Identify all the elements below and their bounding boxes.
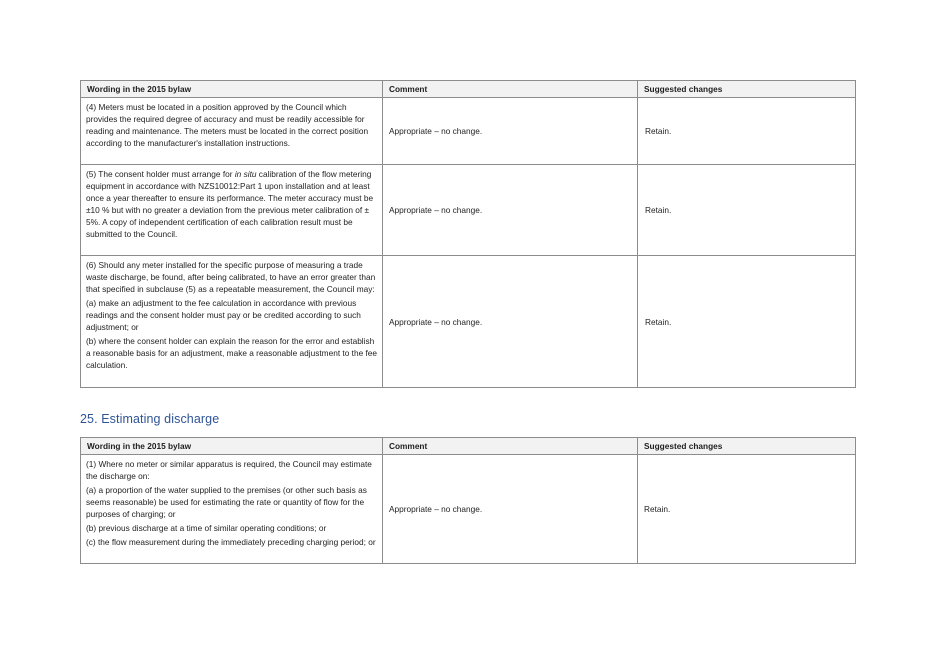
suggested-cell: Retain. [638, 98, 856, 165]
section-heading: 25. Estimating discharge [80, 412, 220, 426]
emphasis-text: in situ [234, 169, 257, 179]
comment-cell: Appropriate – no change. [383, 256, 638, 388]
table-header-row [81, 438, 856, 455]
column-header-wording: Wording in the 2015 bylaw [81, 81, 383, 98]
bylaw-table-meters [80, 80, 856, 388]
wording-paragraph: (c) the flow measurement during the immediately preceding charging period; or [86, 537, 376, 547]
wording-paragraph: (b) previous discharge at a time of similar operating conditions; or [86, 523, 327, 533]
wording-cell [81, 256, 383, 388]
column-header-comment: Comment [383, 81, 638, 98]
comment-cell: Appropriate – no change. [383, 165, 638, 256]
wording-paragraph: (a) a proportion of the water supplied to the premises (or other such basis as seems reasonable) be used for estimating the rate or quantity of flow for the purposes of charging; or [86, 485, 367, 519]
suggested-cell: Retain. [638, 256, 856, 388]
wording-paragraph: (5) The consent holder must arrange for in situ calibration of the flow metering equipment in accordance with NZS10012:Part 1 upon installation and at least once a year thereafter to ensure its performance. The meter accuracy must be ±10 % but with no greater a deviation from the previous meter calibration of ± 5%. A copy of independent certification of each calibration result must be submitted to the Council. [86, 169, 374, 239]
wording-paragraph: (4) Meters must be located in a position approved by the Council which provides the required degree of accuracy and must be readily accessible for reading and maintenance. The meters must be located in the correct position according to the manufacturer's installation instructions. [86, 102, 369, 148]
wording-cell [81, 455, 383, 564]
comment-cell: Appropriate – no change. [383, 98, 638, 165]
column-header-wording: Wording in the 2015 bylaw [81, 438, 383, 455]
table-row [81, 256, 856, 388]
column-header-suggested: Suggested changes [638, 81, 856, 98]
table-row [81, 98, 856, 165]
wording-paragraph: (a) make an adjustment to the fee calculation in accordance with previous readings and the consent holder must pay or be credited according to such adjustment; or [86, 298, 361, 332]
column-header-comment: Comment [383, 438, 638, 455]
wording-paragraph: (1) Where no meter or similar apparatus is required, the Council may estimate the discharge on: [86, 459, 372, 481]
table-header-row [81, 81, 856, 98]
suggested-cell: Retain. [638, 455, 856, 564]
table-row [81, 455, 856, 564]
wording-cell [81, 98, 383, 165]
comment-cell: Appropriate – no change. [383, 455, 638, 564]
wording-cell [81, 165, 383, 256]
column-header-suggested: Suggested changes [638, 438, 856, 455]
suggested-cell: Retain. [638, 165, 856, 256]
wording-paragraph: (6) Should any meter installed for the specific purpose of measuring a trade waste discharge, be found, after being calibrated, to have an error greater than that specified in subclause (5) as a repeatable measurement, the Council may: [86, 260, 376, 294]
table-row [81, 165, 856, 256]
bylaw-table-estimating-discharge [80, 437, 856, 564]
wording-paragraph: (b) where the consent holder can explain the reason for the error and establish a reasonable basis for an adjustment, make a reasonable adjustment to the fee calculation. [86, 336, 378, 370]
